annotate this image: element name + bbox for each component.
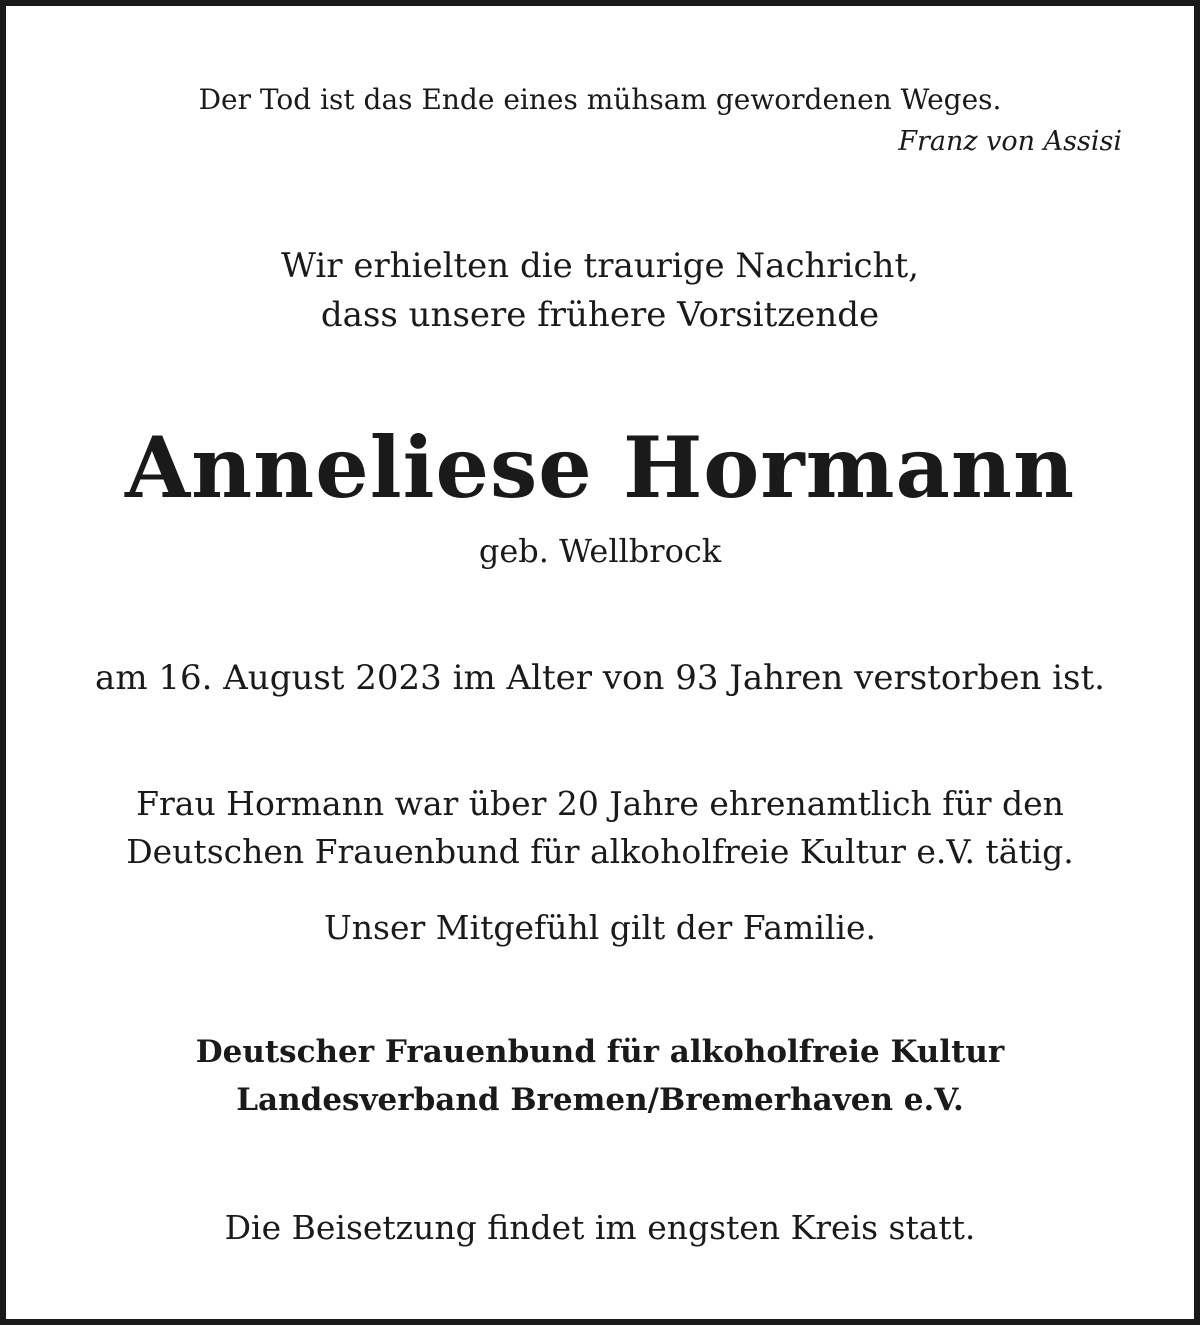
intro-line-2: dass unsere frühere Vorsitzende	[320, 295, 880, 335]
birth-name: geb. Wellbrock	[478, 532, 722, 570]
tribute-line-2: Deutschen Frauenbund für alkoholfreie Kultur e.V. tätig.	[126, 832, 1074, 871]
intro-line-1: Wir erhielten die traurige Nachricht,	[281, 246, 919, 286]
funeral-note: Die Beisetzung findet im engsten Kreis statt.	[224, 1208, 976, 1247]
deceased-name: Anneliese Hormann	[124, 418, 1076, 517]
death-info: am 16. August 2023 im Alter von 93 Jahren verstorben ist.	[95, 658, 1105, 698]
signer-line-1: Deutscher Frauenbund für alkoholfreie Kultur	[195, 1034, 1005, 1070]
signer-line-2: Landesverband Bremen/Bremerhaven e.V.	[236, 1082, 964, 1118]
sympathy-text: Unser Mitgefühl gilt der Familie.	[323, 908, 877, 947]
tribute-line-1: Frau Hormann war über 20 Jahre ehrenamtlich für den	[136, 784, 1064, 823]
quote-text: Der Tod ist das Ende eines mühsam gewordenen Weges.	[198, 83, 1002, 116]
quote-author: Franz von Assisi	[898, 126, 1122, 157]
